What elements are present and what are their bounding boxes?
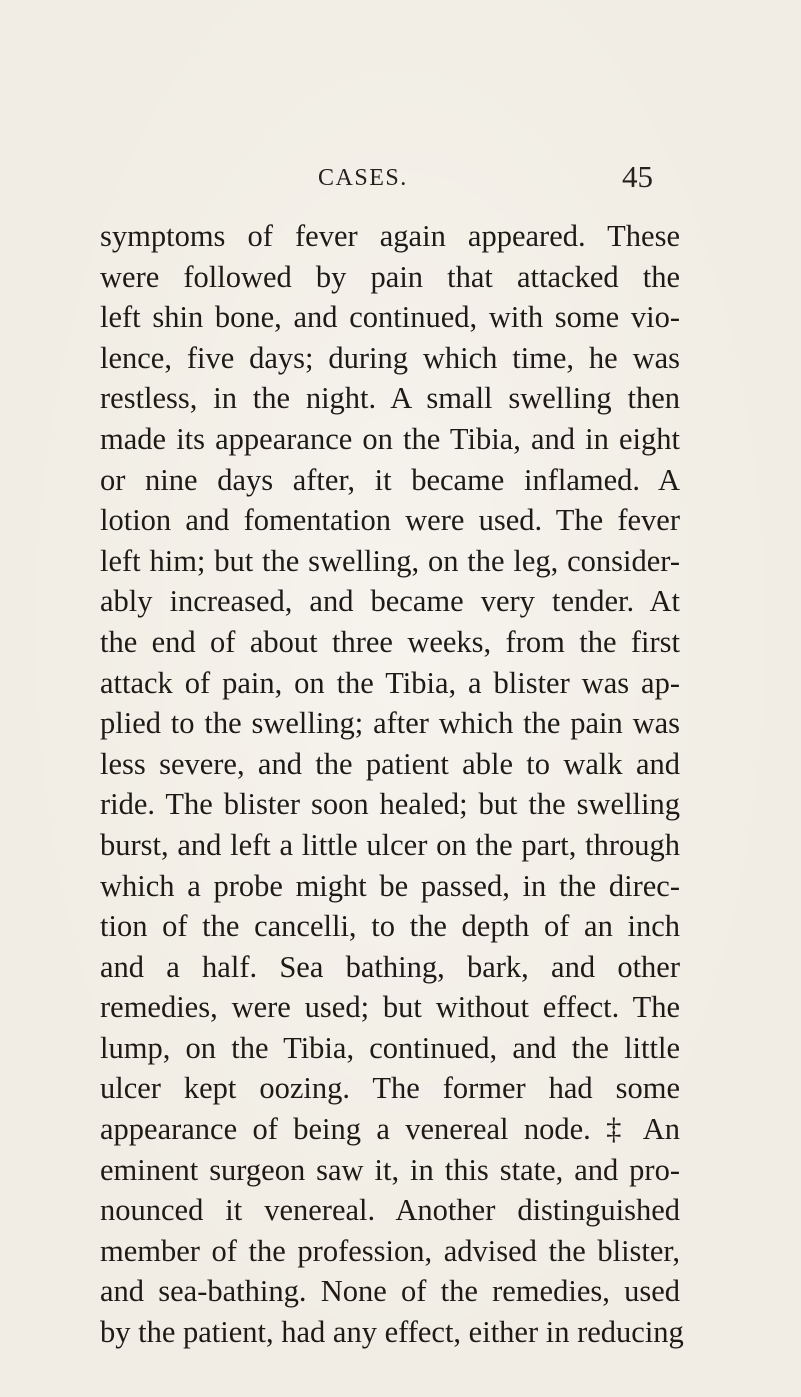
text-line: the end of about three weeks, from the first — [100, 624, 680, 659]
text-line: member of the profession, advised the blister, — [100, 1233, 680, 1268]
text-line: lump, on the Tibia, continued, and the little — [100, 1030, 680, 1065]
text-line: ably increased, and became very tender. At — [100, 584, 680, 619]
text-line: remedies, were used; but without effect. The — [100, 990, 680, 1025]
text-line: attack of pain, on the Tibia, a blister was ap- — [100, 665, 680, 700]
text-line: appearance of being a venereal node. ‡ An — [100, 1112, 680, 1147]
text-line: lence, five days; during which time, he was — [100, 340, 680, 375]
text-line: made its appearance on the Tibia, and in eight — [100, 421, 680, 456]
text-line: and sea-bathing. None of the remedies, used — [100, 1274, 680, 1309]
text-line: symptoms of fever again appeared. These — [100, 219, 680, 253]
text-line: left shin bone, and continued, with some vio- — [100, 300, 680, 335]
page-number: 45 — [622, 159, 653, 194]
text-line: plied to the swelling; after which the pain was — [100, 706, 680, 741]
text-line: tion of the cancelli, to the depth of an inch — [100, 909, 680, 944]
text-line: by the patient, had any effect, either in reducing — [100, 1315, 684, 1350]
text-line: were followed by pain that attacked the — [100, 259, 680, 294]
running-head: CASES. — [318, 165, 408, 191]
text-line: or nine days after, it became inflamed. A — [100, 462, 680, 497]
text-line: eminent surgeon saw it, in this state, and pro- — [100, 1152, 680, 1187]
text-line: ride. The blister soon healed; but the swelling — [100, 787, 680, 822]
text-line: and a half. Sea bathing, bark, and other — [100, 949, 680, 984]
text-line: less severe, and the patient able to walk and — [100, 746, 680, 781]
body-text — [100, 216, 684, 1353]
page-header — [0, 159, 801, 205]
text-line: nounced it venereal. Another distinguished — [100, 1193, 680, 1228]
text-line: which a probe might be passed, in the direc- — [100, 868, 680, 903]
text-line: burst, and left a little ulcer on the part, through — [100, 827, 680, 862]
text-line: ulcer kept oozing. The former had some — [100, 1071, 680, 1106]
text-line: left him; but the swelling, on the leg, consider- — [100, 543, 680, 578]
text-line: lotion and fomentation were used. The fever — [100, 503, 680, 538]
text-line: restless, in the night. A small swelling then — [100, 381, 680, 416]
